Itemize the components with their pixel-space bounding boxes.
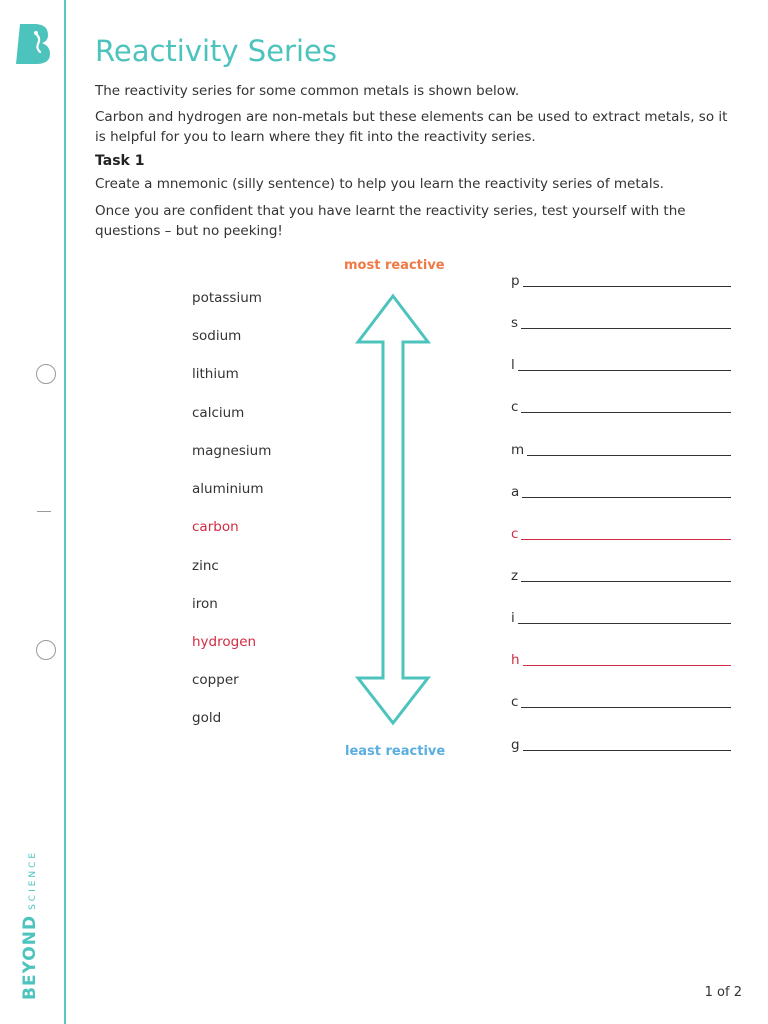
answer-line[interactable]: [523, 665, 731, 666]
answer-line[interactable]: [527, 455, 731, 456]
answer-blank[interactable]: [511, 564, 731, 584]
answer-line[interactable]: [518, 370, 731, 371]
answer-line[interactable]: [523, 286, 731, 287]
blank-letter: i: [511, 610, 515, 626]
brand-name-light: SCIENCE: [28, 849, 38, 910]
metal-potassium: potassium: [192, 290, 262, 306]
answer-blank-nonmetal[interactable]: [511, 522, 731, 542]
page-title: Reactivity Series: [95, 34, 337, 68]
answer-line[interactable]: [521, 539, 731, 540]
answer-blank[interactable]: [511, 311, 731, 331]
metal-copper: copper: [192, 672, 239, 688]
blank-letter: a: [511, 484, 520, 500]
blank-letter: m: [511, 442, 525, 458]
double-arrow-icon: [352, 292, 434, 728]
answer-blank-nonmetal[interactable]: [511, 648, 731, 668]
beyond-logo-icon: [14, 22, 54, 66]
answer-line[interactable]: [521, 707, 731, 708]
answer-blank[interactable]: [511, 690, 731, 710]
answer-line[interactable]: [521, 581, 731, 582]
blank-letter: c: [511, 399, 519, 415]
answer-line[interactable]: [521, 412, 731, 413]
binder-hole: [36, 364, 56, 384]
answer-blank[interactable]: [511, 480, 731, 500]
metal-iron: iron: [192, 596, 218, 612]
blank-letter: g: [511, 737, 520, 753]
answer-line[interactable]: [523, 750, 731, 751]
margin-line: [64, 0, 66, 1024]
element-carbon: carbon: [192, 519, 239, 535]
answer-line[interactable]: [522, 497, 731, 498]
blank-letter: s: [511, 315, 519, 331]
task-follow-up: Once you are confident that you have learnt the reactivity series, test yourself with the questions – but no peeking!: [95, 203, 686, 239]
fold-mark: [37, 511, 51, 512]
metal-zinc: zinc: [192, 558, 219, 574]
metal-magnesium: magnesium: [192, 443, 272, 459]
element-hydrogen: hydrogen: [192, 634, 257, 650]
blank-letter: c: [511, 694, 519, 710]
brand-wordmark: [20, 850, 40, 1000]
metal-aluminium: aluminium: [192, 481, 264, 497]
brand-name-bold: BEYOND: [20, 914, 40, 1000]
intro-text: The reactivity series for some common metals is shown below.: [95, 83, 520, 99]
answer-blank[interactable]: [511, 395, 731, 415]
page-number: 1 of 2: [704, 985, 742, 1000]
blank-letter: p: [511, 273, 520, 289]
blank-letter: h: [511, 652, 520, 668]
most-reactive-label: most reactive: [344, 258, 445, 273]
task-heading: Task 1: [95, 153, 145, 169]
answer-blank[interactable]: [511, 269, 731, 289]
binder-hole: [36, 640, 56, 660]
carbon-note-text: Carbon and hydrogen are non-metals but these elements can be used to extract metals, so it is helpful for you to learn where they fit into the reactivity series.: [95, 109, 728, 145]
metal-calcium: calcium: [192, 405, 245, 421]
answer-blank[interactable]: [511, 606, 731, 626]
least-reactive-label: least reactive: [345, 744, 446, 759]
metal-lithium: lithium: [192, 366, 239, 382]
metal-gold: gold: [192, 710, 222, 726]
answer-line[interactable]: [518, 623, 731, 624]
answer-line[interactable]: [521, 328, 731, 329]
metal-sodium: sodium: [192, 328, 242, 344]
blank-letter: l: [511, 357, 515, 373]
answer-blank[interactable]: [511, 438, 731, 458]
task-instruction: Create a mnemonic (silly sentence) to help you learn the reactivity series of metals.: [95, 176, 664, 192]
answer-blank[interactable]: [511, 353, 731, 373]
blank-letter: z: [511, 568, 519, 584]
blank-letter: c: [511, 526, 519, 542]
answer-blank[interactable]: [511, 733, 731, 753]
